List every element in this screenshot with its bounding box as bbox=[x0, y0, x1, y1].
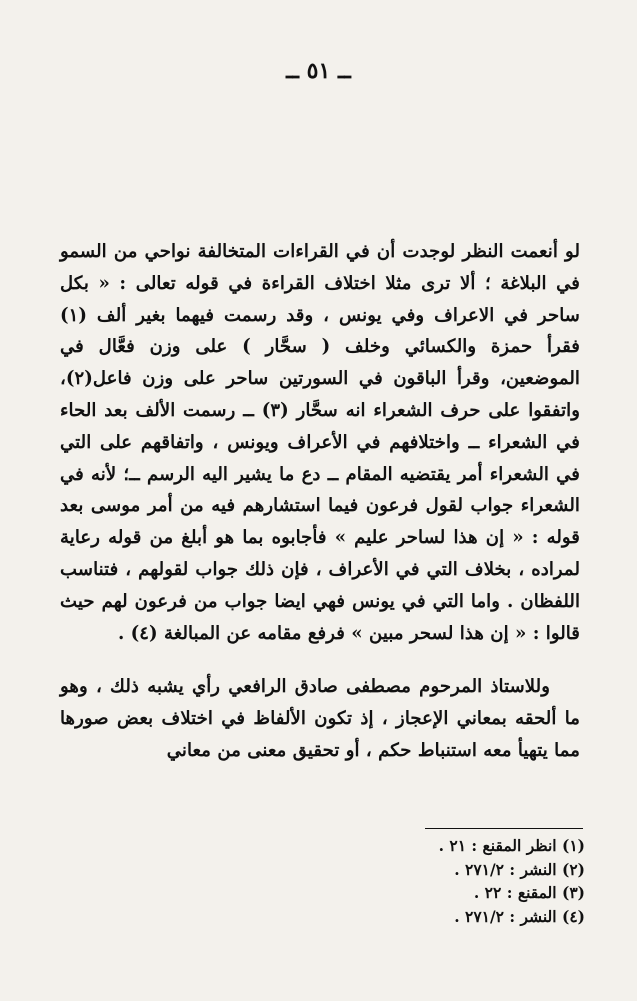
main-text bbox=[60, 236, 580, 767]
footnote-1: (١) انظر المقنع : ٢١ . bbox=[438, 836, 585, 855]
footnote-4: (٤) النشر : ٢٧١/٢ . bbox=[454, 906, 585, 926]
footnote-3: (٣) المقنع : ٢٢ . bbox=[473, 883, 585, 903]
page-number: ــ ٥١ ــ bbox=[286, 58, 351, 84]
paragraph-2: وللاستاذ المرحوم مصطفى صادق الرافعي رأي يشبه ذلك ، وهو ما ألحقه بمعاني الإعجاز ، إذ تكون الألفاظ في اختلاف بعض صورها مما يتهيأ معه استنباط حكم ، أو تحقيق معنى من معاني bbox=[60, 676, 580, 761]
footnotes bbox=[380, 834, 585, 928]
footnote-2: (٢) النشر : ٢٧١/٢ . bbox=[454, 859, 585, 879]
paragraph-1: لو أنعمت النظر لوجدت أن في القراءات المتخالفة نواحي من السمو في البلاغة ؛ ألا ترى مثلا اختلاف القراءة في قوله تعالى : « بكل ساحر في الاعراف وفي يونس ، وقد رسمت فيهما بغير ألف (١) فقرأ حمزة والكسائي وخلف ( سحَّار ) على وزن فعَّال في الموضعين، وقرأ الباقون في السورتين ساحر على وزن فاعل(٢)، واتفقوا على حرف الشعراء انه سحَّار (٣) ــ رسمت الألف بعد الحاء في الشعراء ــ واختلافهم في الأعراف ويونس ، واتفاقهم على التي في الشعراء أمر يقتضيه المقام ــ دع ما يشير اليه الرسم ــ؛ لأنه في الشعراء جواب لقول فرعون فيما استشارهم فيه من أمر موسى بعد قوله : « إن هذا لساحر عليم » فأجابوه بما هو أبلغ من قوله رعاية لمراده ، بخلاف التي في الأعراف ، فإن ذلك جواب لقولهم ، فتناسب اللفظان . واما التي في يونس فهي ايضا جواب من فرعون لهم حيث قالوا : « إن هذا لسحر مبين » فرفع مقامه عن المبالغة (٤) . bbox=[60, 241, 580, 644]
footnote-divider bbox=[425, 828, 583, 829]
